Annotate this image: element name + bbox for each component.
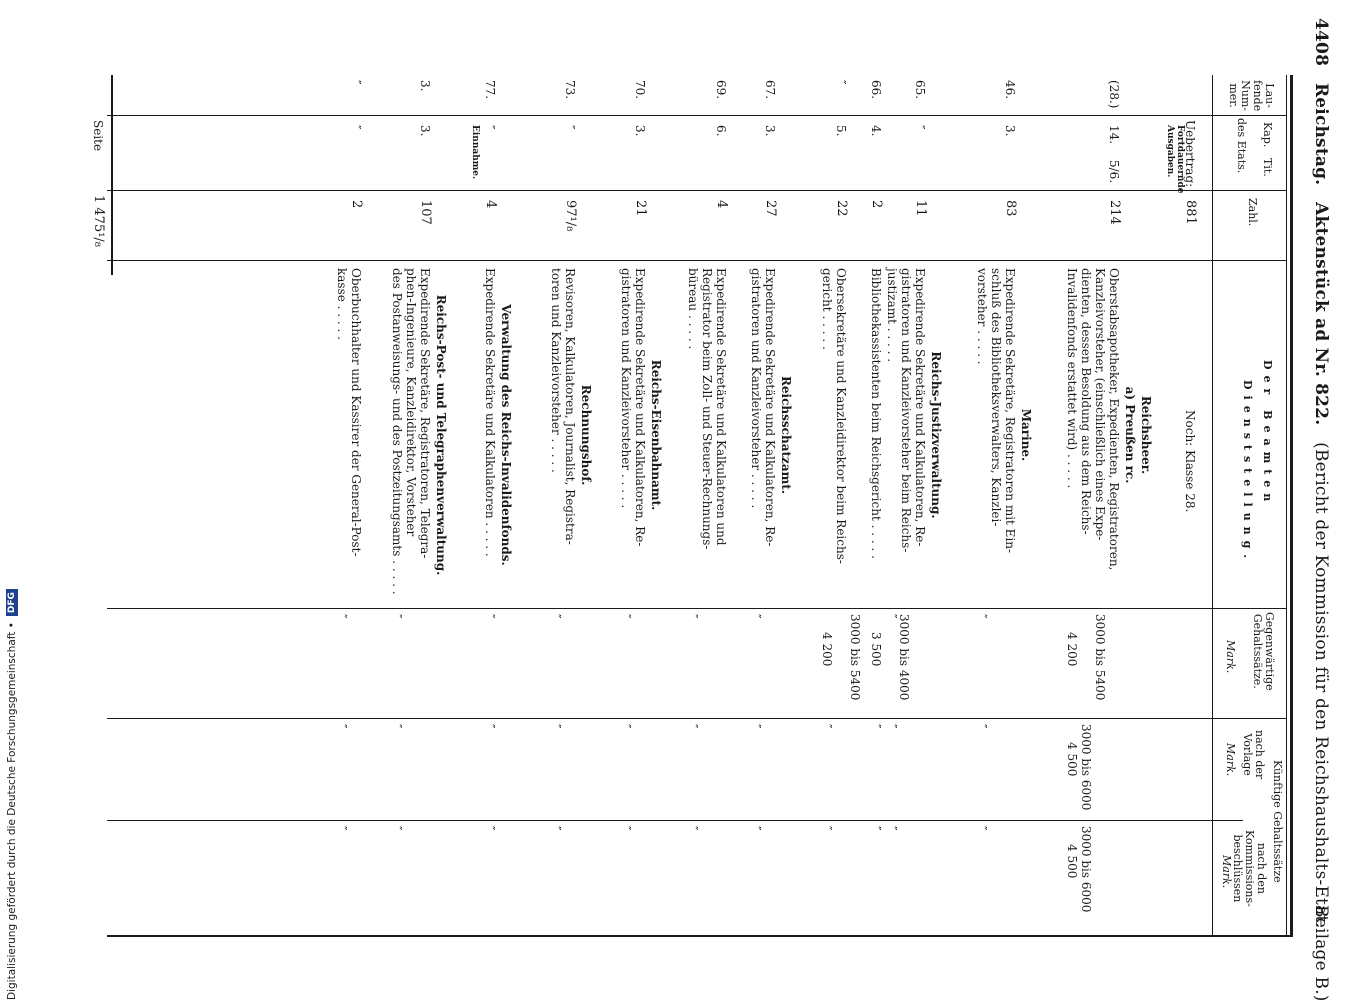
proposal-salary: 4 500 [1065, 742, 1079, 777]
row-kap: ″ [349, 125, 363, 130]
proposal-salary: ″ [619, 724, 633, 729]
row-kap: 6. [714, 125, 728, 137]
row-description: Expedirende Sekretäre und Kalkulatoren, Re- [763, 268, 777, 547]
proposal-salary: ″ [820, 724, 834, 729]
current-salary: ″ [686, 614, 700, 619]
unit-decision: Mark. [1220, 855, 1233, 889]
decision-salary: 4 500 [1065, 844, 1079, 879]
row-description: Expedirende Sekretäre und Kalkulatoren und [714, 268, 728, 546]
dot-leader: . . . . . [749, 470, 763, 509]
current-salary: 3000 bis 4000 [897, 614, 911, 701]
decision-salary: ″ [549, 826, 563, 831]
col-kuenftige: Künftige Gehaltssätze [1271, 760, 1284, 883]
row-description: büreau . . . . . [686, 268, 700, 350]
digitization-text: Digitalisierung gefördert durch die Deutsche Forschungsgemeinschaft • [6, 622, 18, 1000]
digitization-note [2, 0, 22, 1000]
row-zahl: 107 [418, 200, 433, 225]
row-lfd-number: 66. [869, 80, 883, 100]
section-heading: Marine. [1019, 408, 1033, 462]
col-laufende-nummer: Lau- fende Num- mer. [1227, 80, 1276, 112]
row-description: gistratoren und Kanzleivorsteher . . . . . [619, 268, 633, 509]
vrule-2 [107, 190, 1287, 191]
source-title: Reichstag. [1311, 82, 1331, 186]
current-salary: ″ [390, 614, 404, 619]
row-zahl: 22 [834, 200, 849, 217]
row-zahl: 11 [913, 200, 928, 217]
col-der-beamten: Der Beamten [1261, 360, 1274, 508]
uebertrag-value: 881 [1183, 200, 1198, 225]
current-salary: ″ [483, 614, 497, 619]
row-description: Revisoren, Kalkulatoren, Journalist, Registra- [563, 268, 577, 545]
row-lfd-number: 3. [418, 80, 432, 92]
row-category: Einnahme. [470, 125, 480, 180]
document-title: Aktenstück ad Nr. 822. [1311, 202, 1331, 426]
uebertrag-note: Noch: Klasse 28. [1183, 410, 1197, 513]
row-description: Obersekretäre und Kanzleidirektor beim Reichs- [834, 268, 848, 564]
row-lfd-number: 67. [763, 80, 777, 100]
current-salary: 3 500 [869, 632, 883, 667]
row-description: dienten, dessen Besoldung aus dem Reichs- [1079, 268, 1093, 535]
section-heading: a) Preußen rc. [1123, 386, 1137, 484]
col-kap: Kap. [1261, 122, 1274, 148]
row-zahl: 4 [714, 200, 729, 209]
row-description: gistratoren und Kanzleivorsteher . . . . . [749, 268, 763, 509]
footer-value: 1 475¹/₈ [91, 195, 106, 248]
row-lfd-number: 69. [714, 80, 728, 100]
vrule-1 [107, 115, 1287, 116]
row-lfd-number: (28.) [1107, 80, 1121, 109]
row-zahl: 4 [483, 200, 498, 209]
dfg-logo: DFG [6, 589, 18, 616]
decision-salary: ″ [975, 826, 989, 831]
vrule-3 [107, 260, 1287, 261]
vrule-6 [107, 820, 1243, 821]
row-kap: 3. [763, 125, 777, 137]
report-title: (Bericht der Kommission für den Reichshaushalts-Etat. [1311, 442, 1331, 929]
row-lfd-number: 77. [483, 80, 497, 100]
proposal-salary: ″ [869, 724, 883, 729]
current-salary: ″ [619, 614, 633, 619]
decision-salary: 3000 bis 6000 [1079, 826, 1093, 913]
decision-salary: ″ [335, 826, 349, 831]
uebertrag-label: Uebertrag: [1183, 120, 1197, 188]
section-heading: Reichsschatzamt. [779, 375, 793, 495]
dot-leader: . . . . . [1065, 450, 1079, 489]
row-description: justizamt . . . . . [885, 268, 899, 363]
current-salary: ″ [749, 614, 763, 619]
row-kap: ″ [913, 125, 927, 130]
top-rule [1290, 75, 1293, 935]
current-salary: 3000 bis 5400 [1093, 614, 1107, 701]
row-lfd-number: 73. [563, 80, 577, 100]
row-description: gistratoren und Kanzleivorsteher beim Reichs- [899, 268, 913, 553]
row-zahl: 27 [763, 200, 778, 217]
dot-leader: . . . . . [483, 518, 497, 557]
row-tit: 5/6. [1107, 160, 1121, 184]
row-description: Expedirende Sekretäre und Kalkulatoren, Re- [913, 268, 927, 547]
page-number: 4408 [1311, 18, 1331, 67]
dot-leader: . . . . . [549, 434, 563, 473]
decision-salary: ″ [483, 826, 497, 831]
header-rule [1212, 75, 1213, 935]
current-salary: 4 200 [1065, 632, 1079, 667]
row-kap: ″ [483, 125, 497, 130]
dot-leader: . . . . . [335, 301, 349, 340]
current-salary: 3000 bis 5400 [848, 614, 862, 701]
row-zahl: 2 [869, 200, 884, 209]
row-description: Oberstabsapotheker, Expedienten, Registratoren, [1107, 268, 1121, 571]
footer-label: Seite [91, 120, 105, 152]
row-lfd-number: ″ [834, 80, 848, 85]
row-lfd-number: 70. [633, 80, 647, 100]
col-tit: Tit. [1261, 158, 1274, 177]
proposal-salary: ″ [686, 724, 700, 729]
top-rule-thin [1286, 75, 1287, 935]
row-zahl: 83 [1003, 200, 1018, 217]
dot-leader: . . . . . [869, 520, 883, 559]
dot-leader: . . . . . [686, 311, 700, 350]
row-zahl: 2 [349, 200, 364, 209]
row-description: Bibliothekassistenten beim Reichsgericht . . . . . [869, 268, 883, 559]
proposal-salary: ″ [975, 724, 989, 729]
decision-salary: ″ [390, 826, 404, 831]
row-description: Expedirende Sekretäre und Kalkulatoren . . . . . [483, 268, 497, 557]
vrule-4 [107, 608, 1287, 609]
proposal-salary: ″ [885, 724, 899, 729]
row-lfd-number: 65. [913, 80, 927, 100]
decision-salary: ″ [885, 826, 899, 831]
decision-salary: ″ [619, 826, 633, 831]
row-kap: 14. [1107, 125, 1121, 145]
col-nach-beschluessen: nach den Kommissions- beschlüssen [1231, 830, 1268, 907]
unit-current: Mark. [1224, 640, 1237, 674]
row-kap: 3. [1003, 125, 1017, 137]
row-kap: 4. [869, 125, 883, 137]
current-salary: ″ [975, 614, 989, 619]
section-heading: Verwaltung des Reichs-Invalidenfonds. [499, 304, 513, 566]
proposal-salary: ″ [335, 724, 349, 729]
row-kap: 3. [418, 125, 432, 137]
row-description: Registrator beim Zoll- und Steuer-Rechnungs- [700, 268, 714, 550]
dot-leader: . . . . . [390, 556, 404, 595]
section-heading: Reichs-Justizverwaltung. [929, 351, 943, 519]
row-description: toren und Kanzleivorsteher . . . . . [549, 268, 563, 473]
row-description: phen-Ingenieure, Kanzleidirektor, Vorsteher [404, 268, 418, 537]
vrule-5 [107, 718, 1287, 719]
row-description: vorsteher . . . . . [975, 268, 989, 365]
dot-leader: . . . . . [619, 470, 633, 509]
row-description: gericht . . . . . [820, 268, 834, 350]
dot-leader: . . . . . [975, 326, 989, 365]
row-description: Expedirende Sekretäre, Registratoren, Telegra- [418, 268, 432, 559]
row-description: Oberbuchhalter und Kassirer der General-Post- [349, 268, 363, 557]
proposal-salary: ″ [483, 724, 497, 729]
current-salary: 4 200 [820, 632, 834, 667]
row-lfd-number: ″ [349, 80, 363, 85]
col-des-etats: des Etats. [1235, 118, 1248, 174]
row-category: Fortdauernde [1175, 125, 1185, 194]
col-gegenwaertige: Gegenwärtige Gehaltssätze. [1251, 612, 1276, 691]
section-heading: Reichs-Eisenbahnamt. [649, 359, 663, 511]
row-kap: ″ [563, 125, 577, 130]
decision-salary: ″ [686, 826, 700, 831]
footer-rule [111, 75, 113, 275]
col-dienststellung: Dienststellung. [1241, 380, 1254, 565]
dot-leader: . . . . . [885, 323, 899, 363]
appendix-label: Beilage B.) [1311, 905, 1331, 1002]
col-nach-vorlage: nach der Vorlage [1241, 730, 1266, 780]
dot-leader: . . . . . [820, 311, 834, 350]
section-heading: Reichsheer. [1139, 395, 1153, 475]
proposal-salary: ″ [390, 724, 404, 729]
row-description: Expedirende Sekretäre, Registratoren mit Ein- [1003, 268, 1017, 554]
row-zahl: 97¹/₈ [563, 200, 578, 232]
vrule-right [107, 935, 1293, 937]
row-lfd-number: 46. [1003, 80, 1017, 100]
row-category: Ausgaben. [1165, 125, 1175, 178]
row-description: schluß des Bibliotheksverwalters, Kanzlei- [989, 268, 1003, 527]
page-header [1311, 18, 1331, 928]
decision-salary: ″ [820, 826, 834, 831]
current-salary: ″ [549, 614, 563, 619]
current-salary: ″ [885, 614, 899, 619]
col-zahl: Zahl. [1246, 198, 1259, 227]
section-heading: Reichs-Post- und Telegraphenverwaltung. [434, 294, 448, 576]
current-salary: ″ [335, 614, 349, 619]
proposal-salary: ″ [549, 724, 563, 729]
proposal-salary: 3000 bis 6000 [1079, 724, 1093, 811]
row-description: Kanzleivorsteher, (einschließlich eines Expe- [1093, 268, 1107, 541]
decision-salary: ″ [869, 826, 883, 831]
row-description: Invalidenfonds erstattet wird) . . . . . [1065, 268, 1079, 489]
proposal-salary: ″ [749, 724, 763, 729]
section-heading: Rechnungshof. [579, 384, 593, 486]
row-kap: 3. [633, 125, 647, 137]
row-zahl: 214 [1107, 200, 1122, 225]
row-kap: 5. [834, 125, 848, 137]
row-description: Expedirende Sekretäre und Kalkulatoren, Re- [633, 268, 647, 547]
row-description: kasse . . . . . [335, 268, 349, 340]
unit-proposal: Mark. [1224, 743, 1237, 777]
row-description: des Postanweisungs- und des Postzeitungsamts . . . . . [390, 268, 404, 595]
decision-salary: ″ [749, 826, 763, 831]
row-zahl: 21 [633, 200, 648, 217]
